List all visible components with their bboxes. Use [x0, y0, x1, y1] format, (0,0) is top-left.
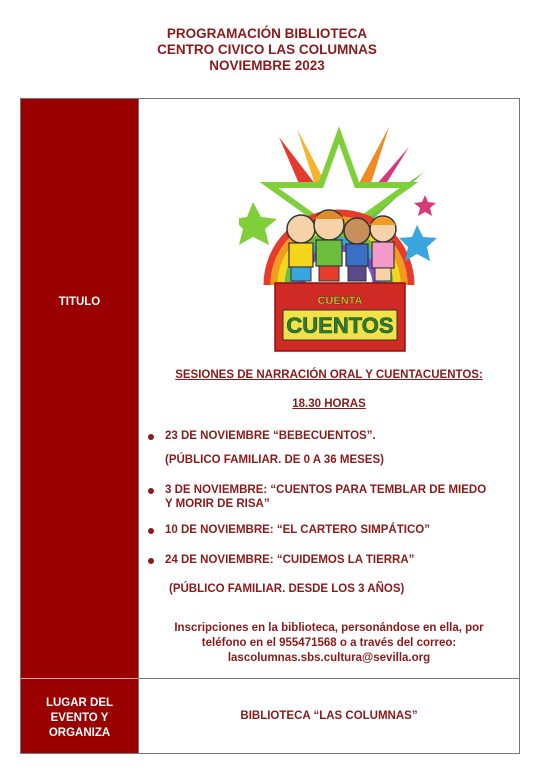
event-item-2-line-1: 3 DE NOVIEMBRE: “CUENTOS PARA TEMBLAR DE MIEDO: [165, 484, 487, 496]
event-item-4: 24 DE NOVIEMBRE: “CUIDEMOS LA TIERRA”: [165, 554, 415, 566]
venue-name: BIBLIOTECA “LAS COLUMNAS”: [240, 710, 418, 722]
registration-line-2: teléfono en el 955471568 o a través del correo:: [201, 637, 457, 649]
audience-note-2: (PÚBLICO FAMILIAR. DESDE LOS 3 AÑOS): [169, 583, 405, 595]
label-column: [21, 99, 138, 753]
venue-label-line-1: LUGAR DEL: [45, 697, 114, 709]
event-item-2-line-2: Y MORIR DE RISA”: [165, 498, 270, 510]
program-table: [20, 98, 520, 754]
venue-label: [21, 696, 138, 741]
header-line-2: CENTRO CIVICO LAS COLUMNAS: [157, 42, 377, 57]
content-column: [138, 99, 519, 753]
event-item-2: [165, 483, 517, 511]
hours-text: 18.30 HORAS: [292, 398, 366, 410]
children-illustration: [287, 210, 396, 281]
audience-note-1: (PÚBLICO FAMILIAR. DE 0 A 36 MESES): [165, 454, 384, 466]
venue-label-line-3: ORGANIZA: [48, 727, 111, 739]
bullet-dot: [148, 528, 154, 534]
header-line-1: PROGRAMACIÓN BIBLIOTECA: [166, 26, 368, 41]
event-item-3: 10 DE NOVIEMBRE: “EL CARTERO SIMPÁTICO”: [165, 524, 430, 536]
registration-email: lascolumnas.sbs.cultura@sevilla.org: [227, 652, 431, 664]
left-star-icon: [239, 202, 277, 245]
venue-label-line-2: EVENTO Y: [50, 712, 109, 724]
title-label: TITULO: [58, 296, 101, 308]
event-item-1: 23 DE NOVIEMBRE “BEBECUENTOS”.: [165, 430, 376, 442]
row-divider: [139, 678, 519, 679]
small-star-icon: [414, 195, 436, 216]
registration-info: [139, 621, 519, 666]
label-divider: [21, 678, 138, 679]
sessions-title: SESIONES DE NARRACIÓN ORAL Y CUENTACUENTOS:: [175, 369, 483, 381]
bullet-dot: [148, 488, 154, 494]
page-header: [0, 26, 534, 74]
bullet-dot: [148, 434, 154, 440]
bullet-dot: [148, 558, 154, 564]
cuenta-cuentos-logo: [239, 107, 439, 355]
header-line-3: NOVIEMBRE 2023: [209, 58, 325, 73]
logo-big-text: CUENTOS: [286, 313, 394, 338]
registration-line-1: Inscripciones en la biblioteca, personándose en ella, por: [174, 622, 484, 634]
logo-small-text: CUENTA: [317, 295, 363, 307]
